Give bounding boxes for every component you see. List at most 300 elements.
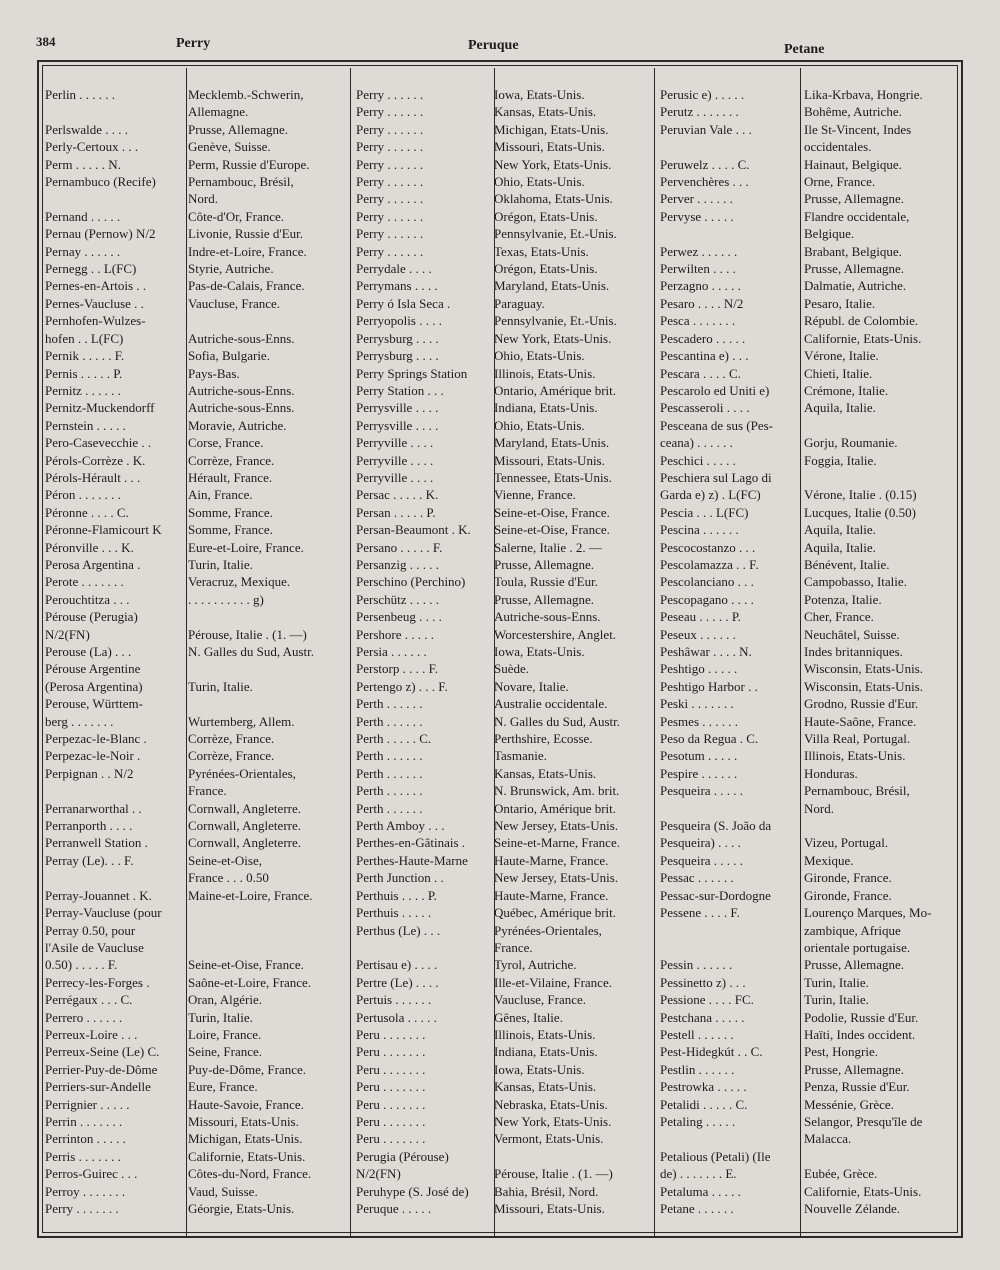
place-name: Perthuis . . . . P. (356, 887, 437, 903)
place-name: Peshâwar . . . . N. (660, 644, 752, 659)
place-location (188, 660, 348, 677)
place-name: Pertengo z) . . . F. (356, 678, 448, 694)
place-name: Perry Springs Station (356, 365, 468, 381)
entry-row (45, 417, 348, 434)
place-name: Perzagno . . . . . (660, 278, 741, 294)
place-location: Illinois, Etats-Unis. (494, 365, 596, 381)
entry-row (45, 556, 348, 573)
entry-row (45, 608, 348, 625)
place-location: Tyrol, Autriche. (494, 957, 577, 973)
entry-row (660, 1043, 962, 1060)
place-location: Lika-Krbava, Hongrie. (804, 87, 923, 102)
place-name: Perry . . . . . . (356, 121, 424, 137)
entry-row (356, 556, 650, 573)
entry-row (45, 103, 348, 120)
place-name: Perrin . . . . . . . (45, 1113, 123, 1129)
entry-row (356, 939, 650, 956)
place-location: Lucques, Italie (0.50) (804, 504, 916, 520)
place-name: 0.50) . . . . . F. (45, 957, 118, 973)
place-location: Iowa, Etats-Unis. (494, 87, 585, 102)
place-name: Perth . . . . . . (356, 713, 423, 729)
entry-row (356, 173, 650, 190)
entry-row (356, 1165, 650, 1182)
entry-row (45, 991, 348, 1008)
place-location: Sofia, Bulgarie. (188, 348, 270, 364)
place-name: Peseau . . . . . P. (660, 609, 741, 625)
place-location: Wisconsin, Etats-Unis. (804, 678, 923, 694)
entry-row (45, 1096, 348, 1113)
place-location: France . . . 0.50 (188, 870, 269, 886)
entry-row (660, 765, 962, 782)
place-location: Grodno, Russie d'Eur. (804, 696, 919, 712)
entry-row (45, 1061, 348, 1078)
place-location: Pérouse, Italie . (1. —) (188, 626, 307, 642)
place-name: Persenbeug . . . . (356, 609, 442, 625)
place-location (188, 904, 348, 921)
place-name: Perth . . . . . . (356, 800, 423, 816)
entry-row (356, 521, 650, 538)
place-name: Pernitz . . . . . . (45, 382, 121, 398)
place-location (804, 469, 962, 486)
entry-row (356, 713, 650, 730)
place-location: zambique, Afrique (804, 922, 901, 938)
entry-row (45, 138, 348, 155)
entry-row (356, 991, 650, 1008)
place-name (45, 782, 188, 799)
entry-row (356, 1113, 650, 1130)
entry-row (356, 974, 650, 991)
entry-row (45, 156, 348, 173)
place-location: Seine-et-Oise, France. (494, 504, 610, 520)
entry-row (45, 1043, 348, 1060)
place-name: Perrégaux . . . C. (45, 992, 133, 1008)
entry-row (660, 312, 962, 329)
entry-row (660, 417, 962, 434)
entry-row (660, 556, 962, 573)
place-name: Perrero . . . . . . (45, 1009, 123, 1025)
place-name: Perryville . . . . (356, 469, 434, 485)
entry-row (660, 782, 962, 799)
place-name: Perry . . . . . . (356, 226, 424, 242)
entry-row (660, 939, 962, 956)
place-name: Pestlin . . . . . . (660, 1061, 735, 1077)
place-name: Peso da Regua . C. (660, 731, 759, 747)
entry-row (45, 747, 348, 764)
entry-row (356, 156, 650, 173)
place-location: Cher, France. (804, 609, 874, 625)
place-name: Perrier-Puy-de-Dôme (45, 1061, 158, 1077)
entry-row (356, 626, 650, 643)
place-name: Pernegg . . L(FC) (45, 261, 137, 277)
place-name: Perwilten . . . . (660, 261, 736, 277)
entry-row (45, 922, 348, 939)
entry-row (356, 869, 650, 886)
entry-row (45, 626, 348, 643)
entry-row (45, 382, 348, 399)
place-location: Foggia, Italie. (804, 452, 877, 468)
entry-row (45, 852, 348, 869)
place-name: Pescarolo ed Uniti e) (660, 382, 770, 398)
place-location: Nord. (188, 191, 218, 207)
place-name: N/2(FN) (356, 1166, 401, 1182)
place-location: Pennsylvanie, Et.-Unis. (494, 313, 617, 329)
place-name: Peru . . . . . . . (356, 1113, 426, 1129)
entry-row (45, 1200, 348, 1217)
place-name: Perry ó Isla Seca . (356, 295, 451, 311)
entry-row (660, 800, 962, 817)
entry-row (45, 486, 348, 503)
place-location: Vérone, Italie . (0.15) (804, 487, 917, 503)
place-location: Pennsylvanie, Et.-Unis. (494, 226, 617, 242)
entry-row (660, 626, 962, 643)
place-name: Pertisau e) . . . . (356, 957, 438, 973)
entry-row (356, 434, 650, 451)
place-location: Australie occidentale. (494, 696, 608, 712)
place-location: Républ. de Colombie. (804, 313, 919, 329)
entry-row (660, 1200, 962, 1217)
entry-row (45, 939, 348, 956)
place-name: Pessac . . . . . . (660, 870, 734, 886)
place-name: Perry . . . . . . (356, 104, 424, 120)
entry-row (660, 469, 962, 486)
place-location: Turin, Italie. (188, 678, 253, 694)
place-name: Perroy . . . . . . . (45, 1183, 126, 1199)
entry-row (660, 1165, 962, 1182)
entry-row (660, 504, 962, 521)
place-location: Eubée, Grèce. (804, 1166, 878, 1182)
place-location: Illinois, Etats-Unis. (494, 1026, 596, 1042)
entry-row (45, 330, 348, 347)
place-name: Perouse, Württem- (45, 696, 143, 712)
entry-row (45, 1009, 348, 1026)
entry-row (356, 312, 650, 329)
entry-row (356, 922, 650, 939)
place-location: Haute-Saône, France. (804, 713, 917, 729)
place-location: Indre-et-Loire, France. (188, 243, 307, 259)
entry-row (660, 243, 962, 260)
place-location: Vienne, France. (494, 487, 576, 503)
column-divider (654, 68, 655, 1236)
place-name: Peru . . . . . . . (356, 1061, 426, 1077)
place-location: Cornwall, Angleterre. (188, 818, 301, 834)
place-name: Peshtigo . . . . . (660, 661, 738, 677)
place-name: Péronne-Flamicourt K (45, 522, 162, 538)
place-name: Pescia . . . L(FC) (660, 504, 749, 520)
place-location: Somme, France. (188, 504, 273, 520)
place-name: Perth . . . . . . (356, 765, 423, 781)
entry-row (45, 521, 348, 538)
entry-row (356, 1096, 650, 1113)
entry-row (356, 817, 650, 834)
place-location: Aquila, Italie. (804, 400, 876, 416)
place-name: Pest-Hidegkút . . C. (660, 1044, 763, 1060)
entry-row (660, 521, 962, 538)
place-location: Prusse, Allemagne. (188, 121, 289, 137)
entry-row (356, 608, 650, 625)
place-location: Ille-et-Vilaine, France. (494, 974, 612, 990)
place-location: Prusse, Allemagne. (804, 957, 905, 973)
entry-row (45, 208, 348, 225)
place-location: Québec, Amérique brit. (494, 905, 617, 921)
entry-row (660, 1096, 962, 1113)
entry-row (660, 852, 962, 869)
place-name: Péronne . . . . C. (45, 504, 129, 520)
entry-row (45, 782, 348, 799)
entry-row (356, 730, 650, 747)
place-location: Pyrénées-Orientales, (188, 765, 296, 781)
entry-row (356, 1043, 650, 1060)
place-location: Mecklemb.-Schwerin, (188, 87, 304, 102)
entry-row (45, 1113, 348, 1130)
entry-row (660, 1061, 962, 1078)
entry-row (45, 800, 348, 817)
entry-row (356, 1078, 650, 1095)
place-name: Pérols-Corrèze . K. (45, 452, 146, 468)
place-location: Vérone, Italie. (804, 348, 879, 364)
place-location: Livonie, Russie d'Eur. (188, 226, 304, 242)
entry-row (356, 121, 650, 138)
place-name (45, 190, 188, 207)
place-name: Pernand . . . . . (45, 208, 121, 224)
place-location: Prusse, Allemagne. (804, 1061, 905, 1077)
place-name (660, 939, 804, 956)
place-name: de) . . . . . . . E. (660, 1166, 737, 1182)
place-location: Wurtemberg, Allem. (188, 713, 295, 729)
place-name: Pervenchères . . . (660, 174, 749, 190)
place-name: Perris . . . . . . . (45, 1148, 121, 1164)
entry-row (660, 1113, 962, 1130)
place-location (188, 608, 348, 625)
place-name: Péronville . . . K. (45, 539, 134, 555)
entry-row (45, 225, 348, 242)
entry-row (45, 365, 348, 382)
entry-row (660, 330, 962, 347)
place-location: Californie, Etats-Unis. (804, 1183, 922, 1199)
place-location: Orégon, Etats-Unis. (494, 261, 598, 277)
place-location: Suède. (494, 661, 530, 677)
place-name: Perver . . . . . . (660, 191, 733, 207)
entry-row (356, 1009, 650, 1026)
entry-row (660, 869, 962, 886)
entry-row (660, 608, 962, 625)
entry-row (45, 243, 348, 260)
entry-row (660, 922, 962, 939)
place-name: Petalidi . . . . . C. (660, 1096, 748, 1112)
place-location: France. (188, 783, 227, 799)
place-name: Pesqueira . . . . . (660, 852, 744, 868)
entry-row (45, 678, 348, 695)
place-location: occidentales. (804, 139, 872, 155)
place-location: Turin, Italie. (804, 992, 869, 1008)
place-location: Styrie, Autriche. (188, 261, 274, 277)
place-location: N. Brunswick, Am. brit. (494, 783, 620, 799)
entry-row (660, 86, 962, 103)
place-name: Pernes-en-Artois . . (45, 278, 147, 294)
place-name: Pernambuco (Recife) (45, 174, 156, 190)
place-location: Ohio, Etats-Unis. (494, 348, 585, 364)
place-name: Perriers-sur-Andelle (45, 1079, 151, 1095)
place-name: Perry . . . . . . (356, 139, 424, 155)
entry-row (660, 539, 962, 556)
place-name: Perugia (Pérouse) (356, 1148, 449, 1164)
place-name: Perth . . . . . C. (356, 731, 432, 747)
place-location: Perm, Russie d'Europe. (188, 156, 310, 172)
place-name: Perth . . . . . . (356, 783, 423, 799)
place-name: Pestchana . . . . . (660, 1009, 745, 1025)
place-location: Prusse, Allemagne. (804, 261, 905, 277)
entry-row (356, 956, 650, 973)
gazetteer-column-2 (356, 86, 650, 1217)
place-location: Ontario, Amérique brit. (494, 800, 617, 816)
place-name: Pertuis . . . . . . (356, 992, 432, 1008)
place-name: Perry . . . . . . (356, 208, 424, 224)
place-location: Ohio, Etats-Unis. (494, 174, 585, 190)
place-name: Perschino (Perchino) (356, 574, 466, 590)
entry-row (45, 399, 348, 416)
place-name: ceana) . . . . . . (660, 435, 733, 451)
place-location: Autriche-sous-Enns. (188, 382, 295, 398)
place-location: New Jersey, Etats-Unis. (494, 818, 619, 834)
entry-row (660, 643, 962, 660)
place-location: Turin, Italie. (188, 556, 253, 572)
place-name: Pervyse . . . . . (660, 208, 734, 224)
place-name: Pescocostanzo . . . (660, 539, 756, 555)
place-location: Prusse, Allemagne. (804, 191, 905, 207)
place-name: Perranwell Station . (45, 835, 148, 851)
place-name: Perrysville . . . . (356, 400, 439, 416)
place-location: Puy-de-Dôme, France. (188, 1061, 307, 1077)
place-location: Hérault, France. (188, 469, 273, 485)
place-name: Pertre (Le) . . . . (356, 974, 439, 990)
place-name: Pessac-sur-Dordogne (660, 887, 771, 903)
place-name: Peruhype (S. José de) (356, 1183, 469, 1199)
gazetteer-column-3 (660, 86, 962, 1217)
entry-row (45, 834, 348, 851)
place-name: Perote . . . . . . . (45, 574, 124, 590)
place-location: Chieti, Italie. (804, 365, 873, 381)
place-name: Perouse (La) . . . (45, 644, 132, 659)
place-location: Indiana, Etats-Unis. (494, 400, 598, 416)
place-location: Worcestershire, Anglet. (494, 626, 617, 642)
place-location (188, 939, 348, 956)
place-name: Perry Station . . . (356, 382, 444, 398)
place-location: Michigan, Etats-Unis. (494, 121, 609, 137)
place-name: Pernstein . . . . . (45, 417, 126, 433)
place-name: Perranarworthal . . (45, 800, 142, 816)
place-name: Perrysburg . . . . (356, 348, 439, 364)
place-name: Persan . . . . . P. (356, 504, 436, 520)
entry-row (45, 956, 348, 973)
place-location: Villa Real, Portugal. (804, 731, 911, 747)
entry-row (660, 660, 962, 677)
place-location: Géorgie, Etats-Unis. (188, 1201, 295, 1216)
entry-row (45, 434, 348, 451)
place-name: Perly-Certoux . . . (45, 139, 139, 155)
place-name: Perthes-Haute-Marne (356, 852, 468, 868)
place-name: Pescadero . . . . . (660, 330, 746, 346)
entry-row (660, 817, 962, 834)
place-name: Persano . . . . . F. (356, 539, 443, 555)
place-location (494, 1148, 650, 1165)
entry-row (45, 887, 348, 904)
place-location: Pernambouc, Brésil, (188, 174, 294, 190)
place-location: Kansas, Etats-Unis. (494, 104, 597, 120)
entry-row (45, 504, 348, 521)
place-location: Seine, France. (188, 1044, 263, 1060)
place-name (660, 1130, 804, 1147)
place-location: Haïti, Indes occident. (804, 1026, 916, 1042)
place-name: Peruwelz . . . . C. (660, 156, 750, 172)
place-name: Petaluma . . . . . (660, 1183, 741, 1199)
place-location: Tennessee, Etats-Unis. (494, 469, 612, 485)
entry-row (660, 103, 962, 120)
place-location: Turin, Italie. (804, 974, 869, 990)
place-name (45, 103, 188, 120)
place-location: Loire, France. (188, 1026, 262, 1042)
running-head-left: Perry (176, 36, 211, 51)
place-location: Vizeu, Portugal. (804, 835, 889, 851)
entry-row (660, 190, 962, 207)
place-location: Missouri, Etats-Unis. (494, 139, 605, 155)
place-name: Perth . . . . . . (356, 748, 423, 764)
entry-row (660, 695, 962, 712)
entry-row (356, 904, 650, 921)
place-location: Novare, Italie. (494, 678, 569, 694)
place-location: Pays-Bas. (188, 365, 240, 381)
place-name (45, 869, 188, 886)
place-name: Peschiera sul Lago di (660, 469, 772, 485)
place-location (188, 922, 348, 939)
entry-row (356, 295, 650, 312)
entry-row (45, 695, 348, 712)
place-location: Vaud, Suisse. (188, 1183, 258, 1199)
place-location: Moravie, Autriche. (188, 417, 287, 433)
place-name: Perrignier . . . . . (45, 1096, 130, 1112)
place-location: Neuchâtel, Suisse. (804, 626, 900, 642)
entry-row (45, 904, 348, 921)
place-location: Pesaro, Italie. (804, 295, 876, 311)
place-name: Perryopolis . . . . (356, 313, 442, 329)
place-name: N/2(FN) (45, 626, 90, 642)
place-name: Perreux-Seine (Le) C. (45, 1044, 160, 1060)
place-name: Petaling . . . . . (660, 1113, 736, 1129)
place-name: Perry . . . . . . (356, 156, 424, 172)
running-head-middle: Peruque (468, 38, 519, 53)
place-location: Vaucluse, France. (494, 992, 587, 1008)
place-location: Californie, Etats-Unis. (804, 330, 922, 346)
place-location: Belgique. (804, 226, 855, 242)
entry-row (45, 1183, 348, 1200)
place-name: Peseux . . . . . . (660, 626, 736, 642)
place-name: Peru . . . . . . . (356, 1131, 426, 1147)
entry-row (356, 365, 650, 382)
place-location (188, 695, 348, 712)
place-name: Pérouse (Perugia) (45, 609, 138, 625)
entry-row (660, 225, 962, 242)
entry-row (356, 678, 650, 695)
entry-row (660, 365, 962, 382)
place-name: Perrysville . . . . (356, 417, 439, 433)
entry-row (356, 277, 650, 294)
entry-row (660, 156, 962, 173)
place-name: Perthuis . . . . . (356, 905, 432, 921)
entry-row (45, 1165, 348, 1182)
place-location: Indiana, Etats-Unis. (494, 1044, 598, 1060)
place-name: Perth . . . . . . (356, 696, 423, 712)
place-location: Seine-et-Oise, (188, 852, 263, 868)
place-location: Maryland, Etats-Unis. (494, 435, 610, 451)
place-name: Perusic e) . . . . . (660, 87, 745, 102)
